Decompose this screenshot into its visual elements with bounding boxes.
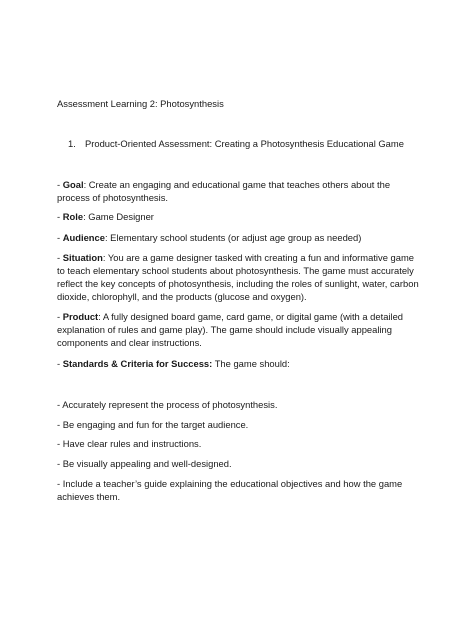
goal-text: : Create an engaging and educational game that teaches others about the process of photosynthesis.: [57, 179, 391, 203]
product-text: : A fully designed board game, card game, or digital game (with a detailed explanation of rules and game play). The game should include visually appealing components and clear instructions.: [57, 311, 404, 348]
product-paragraph: [57, 310, 419, 349]
audience-prefix: -: [57, 232, 63, 243]
numbered-item-text: Product-Oriented Assessment: Creating a Photosynthesis Educational Game: [85, 138, 404, 149]
standards-paragraph: [57, 357, 419, 370]
audience-text: : Elementary school students (or adjust age group as needed): [104, 232, 362, 243]
audience-label: Audience: [62, 232, 105, 243]
list-number: 1.: [68, 138, 76, 149]
situation-text: : You are a game designer tasked with creating a fun and informative game to teach elementary school students about photosynthesis. The game must accurately reflect the key concepts of photosynthesis, including the roles of sunlight, water, carbon dioxide, chlorophyll, and the products (glucose and oxygen).: [57, 252, 419, 302]
situation-prefix: -: [57, 252, 63, 263]
criteria-item: - Be visually appealing and well-designed.: [57, 458, 232, 469]
goal-paragraph: [57, 178, 419, 204]
numbered-item: [68, 137, 404, 150]
role-paragraph: [57, 210, 419, 223]
criteria-item: - Accurately represent the process of photosynthesis.: [57, 399, 278, 410]
role-prefix: -: [57, 211, 63, 222]
product-prefix: -: [57, 311, 63, 322]
goal-prefix: -: [57, 179, 63, 190]
standards-text: The game should:: [212, 358, 290, 369]
role-text: : Game Designer: [83, 211, 154, 222]
situation-paragraph: [57, 251, 419, 303]
standards-prefix: -: [57, 358, 63, 369]
goal-label: Goal: [62, 179, 84, 190]
product-label: Product: [62, 311, 99, 322]
criteria-item: - Be engaging and fun for the target audience.: [57, 419, 249, 430]
document-title: Assessment Learning 2: Photosynthesis: [57, 98, 224, 109]
criteria-item: - Include a teacher’s guide explaining the educational objectives and how the game achieves them.: [57, 478, 403, 502]
criteria-item: - Have clear rules and instructions.: [57, 438, 202, 449]
role-label: Role: [62, 211, 84, 222]
situation-label: Situation: [62, 252, 103, 263]
audience-paragraph: [57, 231, 419, 244]
standards-label: Standards & Criteria for Success:: [62, 358, 213, 369]
